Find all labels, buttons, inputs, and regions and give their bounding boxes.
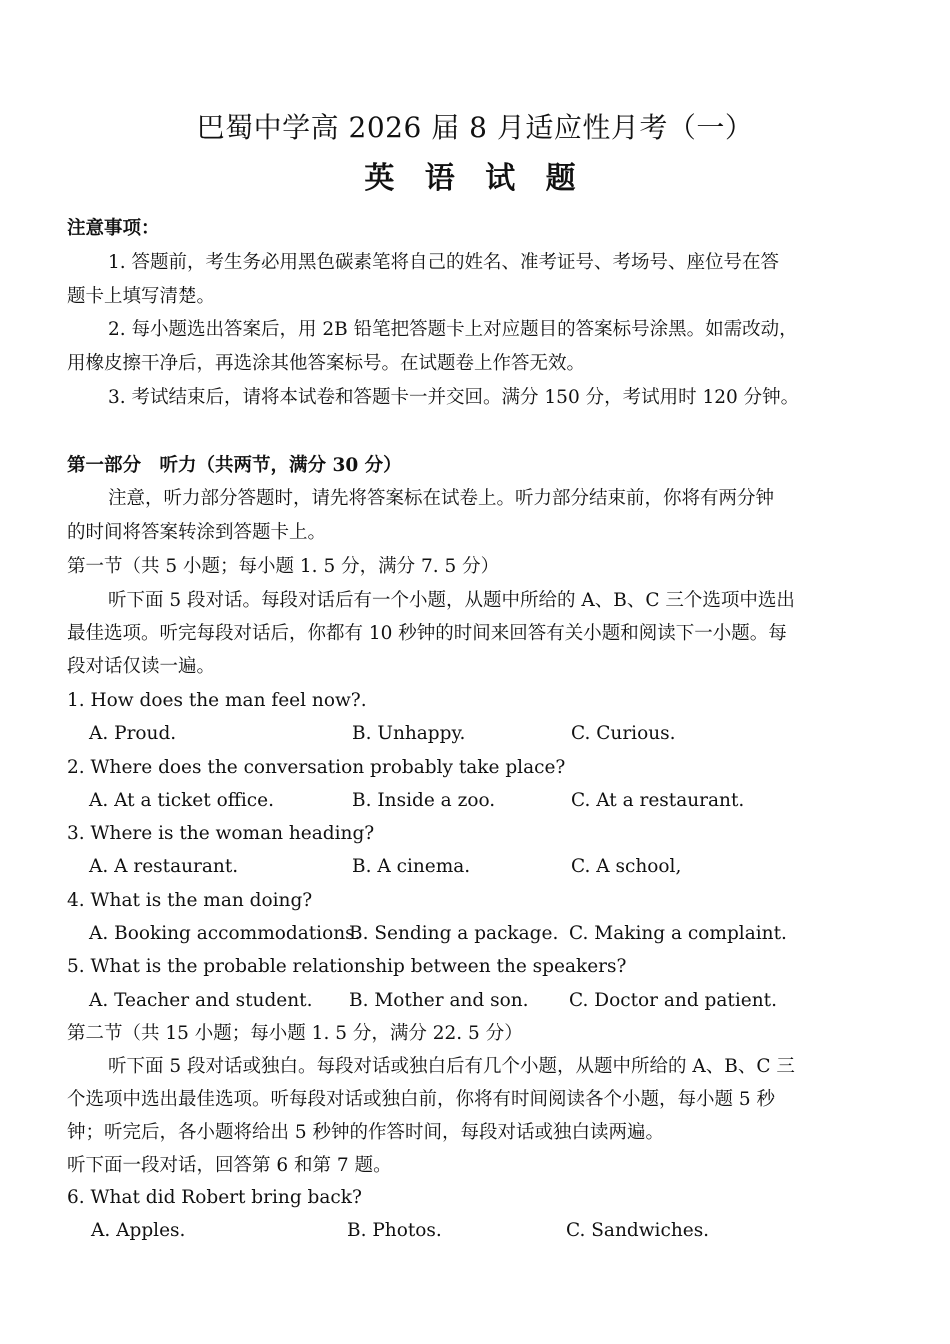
section2-heading: 第二节（共 15 小题；每小题 1. 5 分，满分 22. 5 分） (67, 1023, 523, 1044)
question-1: 1. How does the man feel now?. (67, 690, 367, 711)
question-6-option-b: B. Photos. (347, 1220, 442, 1241)
question-6-option-a: A. Apples. (91, 1220, 186, 1241)
exam-title: 巴蜀中学高 2026 届 8 月适应性月考（一） (196, 111, 754, 144)
section2-instruction-line1: 听下面 5 段对话或独白。每段对话或独白后有几个小题，从题中所给的 A、B、C 三 (108, 1056, 795, 1077)
question-5-option-a: A. Teacher and student. (89, 990, 313, 1011)
question-2-option-c: C. At a restaurant. (571, 790, 745, 811)
question-5-option-c: C. Doctor and patient. (569, 990, 777, 1011)
part1-heading: 第一部分 听力（共两节，满分 30 分） (67, 455, 402, 476)
question-1-option-b: B. Unhappy. (352, 723, 466, 744)
question-4-option-b: B. Sending a package. (349, 923, 559, 944)
question-5: 5. What is the probable relationship between the speakers? (67, 956, 627, 977)
question-4-option-c: C. Making a complaint. (569, 923, 787, 944)
part1-instruction-line2: 的时间将答案转涂到答题卡上。 (67, 522, 327, 543)
question-3-option-b: B. A cinema. (352, 856, 471, 877)
question-6: 6. What did Robert bring back? (67, 1187, 362, 1208)
notice-item-3-line1: 3. 考试结束后，请将本试卷和答题卡一并交回。满分 150 分，考试用时 120 分钟。 (108, 387, 800, 408)
dialogue-intro: 听下面一段对话，回答第 6 和第 7 题。 (67, 1155, 392, 1176)
question-3-option-c: C. A school, (571, 856, 682, 877)
section1-instruction-line2: 最佳选项。听完每段对话后，你都有 10 秒钟的时间来回答有关小题和阅读下一小题。每 (67, 623, 787, 644)
notice-item-2-line1: 2. 每小题选出答案后，用 2B 铅笔把答题卡上对应题目的答案标号涂黑。如需改动， (108, 319, 798, 340)
notice-item-1-line2: 题卡上填写清楚。 (67, 286, 216, 307)
notice-item-2-line2: 用橡皮擦干净后，再选涂其他答案标号。在试题卷上作答无效。 (67, 353, 586, 374)
notice-item-1-line1: 1. 答题前，考生务必用黑色碳素笔将自己的姓名、准考证号、考场号、座位号在答 (108, 252, 780, 273)
exam-subtitle: 英 语 试 题 (364, 161, 586, 196)
question-1-option-a: A. Proud. (89, 723, 177, 744)
section1-instruction-line3: 段对话仅读一遍。 (67, 656, 216, 677)
question-2-option-b: B. Inside a zoo. (352, 790, 496, 811)
question-2-option-a: A. At a ticket office. (89, 790, 274, 811)
section1-instruction-line1: 听下面 5 段对话。每段对话后有一个小题，从题中所给的 A、B、C 三个选项中选出 (108, 590, 795, 611)
question-3: 3. Where is the woman heading? (67, 823, 375, 844)
part1-instruction-line1: 注意，听力部分答题时，请先将答案标在试卷上。听力部分结束前，你将有两分钟 (108, 488, 775, 509)
question-4-option-a: A. Booking accommodations. (89, 923, 361, 944)
question-5-option-b: B. Mother and son. (349, 990, 529, 1011)
section2-instruction-line3: 钟；听完后，各小题将给出 5 秒钟的作答时间，每段对话或独白读两遍。 (67, 1122, 665, 1143)
question-6-option-c: C. Sandwiches. (566, 1220, 710, 1241)
question-1-option-c: C. Curious. (571, 723, 676, 744)
question-2: 2. Where does the conversation probably take place? (67, 757, 566, 778)
section2-instruction-line2: 个选项中选出最佳选项。听每段对话或独白前，你将有时间阅读各个小题，每小题 5 秒 (67, 1089, 776, 1110)
section1-heading: 第一节（共 5 小题；每小题 1. 5 分，满分 7. 5 分） (67, 556, 500, 577)
notice-heading: 注意事项： (67, 218, 160, 239)
question-4: 4. What is the man doing? (67, 890, 313, 911)
question-3-option-a: A. A restaurant. (89, 856, 239, 877)
